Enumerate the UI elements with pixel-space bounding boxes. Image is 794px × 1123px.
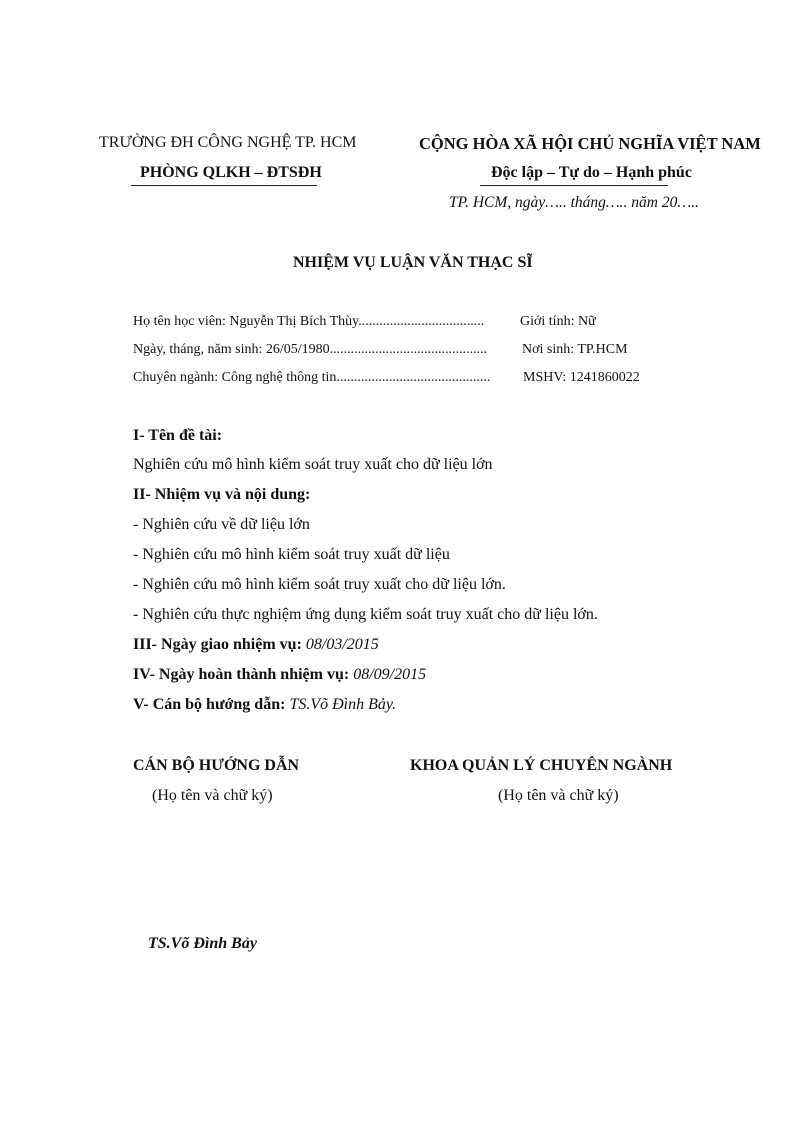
assignment-date-label: III- Ngày giao nhiệm vụ: xyxy=(133,636,306,653)
faculty-signature-title: KHOA QUẢN LÝ CHUYÊN NGÀNH xyxy=(410,757,673,774)
completion-date-line xyxy=(133,666,426,684)
supervisor-signature-hint: (Họ tên và chữ ký) xyxy=(152,787,273,804)
major-field: Chuyên ngành: Công nghệ thông tin............................................ xyxy=(133,370,491,385)
department-name: PHÒNG QLKH – ĐTSĐH xyxy=(140,164,322,181)
task-item: - Nghiên cứu về dữ liệu lớn xyxy=(133,516,310,533)
supervisor-signed-name: TS.Võ Đình Bảy xyxy=(148,935,257,952)
supervisor-value: TS.Võ Đình Bảy. xyxy=(289,696,397,713)
assignment-date-value: 08/03/2015 xyxy=(305,636,379,653)
birthplace-field: Nơi sinh: TP.HCM xyxy=(522,342,628,357)
date-line: TP. HCM, ngày….. tháng….. năm 20….. xyxy=(449,194,699,211)
faculty-signature-hint: (Họ tên và chữ ký) xyxy=(498,787,619,804)
completion-date-value: 08/09/2015 xyxy=(353,666,427,683)
thesis-topic: Nghiên cứu mô hình kiểm soát truy xuất cho dữ liệu lớn xyxy=(133,456,493,473)
motto-underline xyxy=(480,185,668,186)
gender-field: Giới tính: Nữ xyxy=(520,314,596,329)
supervisor-signature-title: CÁN BỘ HƯỚNG DẪN xyxy=(133,757,300,774)
completion-date-label: IV- Ngày hoàn thành nhiệm vụ: xyxy=(133,666,354,683)
assignment-date-line xyxy=(133,636,379,654)
task-item: - Nghiên cứu mô hình kiểm soát truy xuất dữ liệu xyxy=(133,546,450,563)
task-item: - Nghiên cứu thực nghiệm ứng dụng kiểm soát truy xuất cho dữ liệu lớn. xyxy=(133,606,598,623)
task-item: - Nghiên cứu mô hình kiểm soát truy xuất cho dữ liệu lớn. xyxy=(133,576,506,593)
supervisor-line xyxy=(133,696,396,714)
student-id-field: MSHV: 1241860022 xyxy=(523,370,640,385)
student-name-field: Họ tên học viên: Nguyễn Thị Bích Thùy.................................... xyxy=(133,314,485,329)
school-name: TRƯỜNG ĐH CÔNG NGHỆ TP. HCM xyxy=(99,134,357,151)
national-motto: Độc lập – Tự do – Hạnh phúc xyxy=(491,164,692,181)
section-1-heading: I- Tên đề tài: xyxy=(133,427,223,444)
section-2-heading: II- Nhiệm vụ và nội dung: xyxy=(133,486,311,503)
supervisor-label: V- Cán bộ hướng dẫn: xyxy=(133,696,290,713)
department-underline xyxy=(131,185,317,186)
document-title: NHIỆM VỤ LUẬN VĂN THẠC SĨ xyxy=(293,254,533,271)
country-name: CỘNG HÒA XÃ HỘI CHỦ NGHĨA VIỆT NAM xyxy=(419,134,761,153)
birthdate-field: Ngày, tháng, năm sinh: 26/05/1980............................................. xyxy=(133,342,488,357)
